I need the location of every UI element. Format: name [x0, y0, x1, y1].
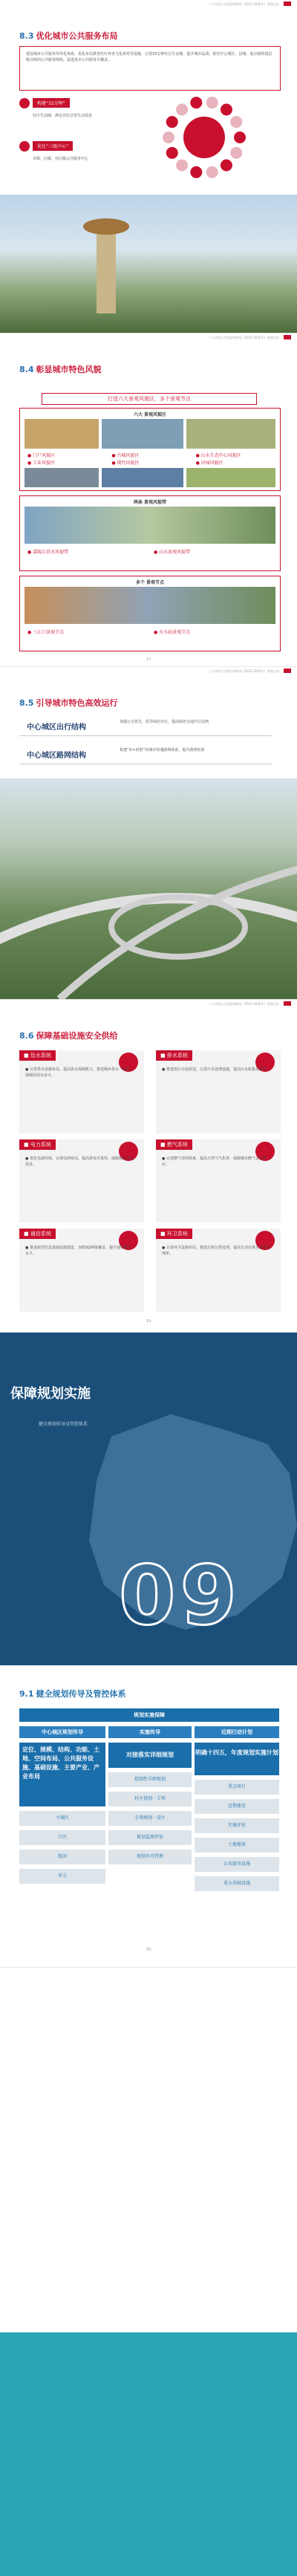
- infra-card: [156, 1139, 281, 1223]
- infra-card-title: ■ 燃气系统: [156, 1139, 192, 1150]
- zone-label: ● 山水生态中心风貌区: [195, 453, 241, 458]
- highway-ramp: [59, 868, 297, 999]
- infra-card-text: ● 推进新型信息基础设施建设，加快5G网络覆盖，提升通信服务水平。: [25, 1246, 132, 1256]
- header-tab: [284, 669, 291, 673]
- page-8-6: [0, 1000, 297, 1333]
- zone-nodes-box: 多个 景观节点 ● 三江口景观节点 ● 火车站景观节点: [19, 576, 281, 651]
- zone-label: ● 工业风貌区: [27, 461, 56, 466]
- section-heading: 9.1 健全规划传导及管控体系: [19, 1689, 126, 1699]
- table-column-header: 实施传导: [108, 1726, 192, 1738]
- running-header: 广元市国土空间总体规划（2021-2035年）· 规划文本: [0, 667, 297, 675]
- infra-card: [19, 1229, 144, 1312]
- zone-photo-3: [186, 419, 275, 449]
- service-node: [190, 97, 202, 108]
- infra-card: [156, 1229, 281, 1312]
- service-node: [230, 147, 242, 159]
- infra-card: [19, 1139, 144, 1223]
- table-cell: 村庄规划 · 专项: [108, 1792, 192, 1806]
- tag-three-centers: 优化“三级中心”: [33, 141, 73, 151]
- page-9-1: [0, 1665, 297, 1968]
- table-column-header: 近期行动计划: [195, 1726, 279, 1738]
- zone-photo-5: [102, 468, 183, 487]
- zone-photo-2: [102, 419, 183, 449]
- table-cell: 近期建设: [195, 1799, 279, 1814]
- table-cell: 实施评估: [195, 1818, 279, 1833]
- bicycle-icon: [19, 98, 30, 108]
- service-node: [206, 166, 218, 178]
- header-tab: [284, 335, 291, 339]
- zone-label: ● 门户风貌区: [27, 453, 56, 458]
- chapter-subtitle: 健全规划传导及管控体系: [39, 1422, 88, 1427]
- infra-card-text: ● 完善环卫设施布局，推进垃圾分类处理，提高生活垃圾无害化处理率。: [162, 1246, 270, 1256]
- infra-card-text: ● 完善供水设施布局，提高供水保障能力，推进城乡供水一体化，保障饮用水安全。: [25, 1067, 134, 1078]
- table-cell: 土地储备: [195, 1838, 279, 1853]
- infra-card-title: ■ 环卫系统: [156, 1229, 192, 1239]
- table-cell: 主城区: [19, 1811, 105, 1826]
- service-node: [221, 160, 232, 172]
- table-cell: 单元: [19, 1869, 105, 1884]
- service-node: [166, 147, 178, 159]
- zone-photo-1: [25, 419, 99, 449]
- running-header: 广元市国土空间总体规划（2021-2035年）· 规划文本: [0, 1000, 297, 1008]
- page-8-4: [0, 334, 297, 667]
- service-node: [190, 166, 202, 178]
- header-tab: [284, 1, 291, 6]
- table-column-header: 中心城区规划传导: [19, 1726, 105, 1738]
- running-header: 广元市国土空间总体规划（2021-2035年）· 规划文本: [0, 0, 297, 8]
- service-circle-diagram: [126, 93, 282, 182]
- table-cell: 重点项目: [195, 1780, 279, 1795]
- service-node: [176, 103, 188, 115]
- page-8-3: [0, 0, 297, 334]
- zone-label: ● 古城风貌区: [111, 453, 140, 458]
- circle-center: [183, 117, 225, 158]
- service-node: [163, 131, 174, 143]
- page-8-5: [0, 667, 297, 1000]
- infra-card: [19, 1050, 144, 1133]
- interchange-graphic: [0, 778, 297, 999]
- section-heading: 8.5 引导城市特色高效运行: [19, 698, 118, 708]
- zone-label: ● 现代风貌区: [111, 461, 140, 466]
- tag-15-min-text: 社区生活圈，满足居民日常生活需求: [33, 114, 93, 118]
- table-cell: 公共服务设施: [195, 1857, 279, 1872]
- intro-box: [19, 46, 281, 91]
- bottom-teal-band: [0, 2332, 297, 2576]
- table-cell: 控制性详细规划: [108, 1772, 192, 1787]
- intro-text: 建设城乡公共服务均等化体系，优化布局教育医疗养老文化体育等设施，完善15分钟社区生活圈，提升城市品质。依托中心城区、县城、重点镇构建层级分明的公共服务网络，促进基本公共服务全覆盖。: [26, 52, 272, 62]
- infra-card-title: ■ 给水系统: [19, 1050, 56, 1061]
- zone-label: ● 嘉陵江滨水风貌带: [27, 550, 69, 555]
- service-node: [206, 97, 218, 108]
- tower-photo: [0, 195, 297, 333]
- table-cell: 重大基础设施: [195, 1876, 279, 1891]
- travel-structure-row: 中心城区出行结构 加强公交优先，倡导绿色出行，提高绿色交通出行比例: [19, 718, 272, 736]
- node-photo: [25, 587, 275, 624]
- infra-card-title: ■ 排水系统: [156, 1050, 192, 1061]
- road-network-row: 中心城区路网结构 构建“环+放射”的城市快速路网体系，提升路网密度: [19, 746, 272, 764]
- service-node: [230, 116, 242, 128]
- table-cell: 组团: [19, 1850, 105, 1864]
- col3-main-cell: 明确十四五，年度规划实施计划: [195, 1743, 279, 1775]
- tag-15-min: 构建“15分钟”: [33, 98, 70, 108]
- page-number: 19: [146, 1319, 151, 1324]
- table-cell: 专项规划 · 设计: [108, 1811, 192, 1826]
- interchange-loop: [111, 897, 245, 957]
- infra-card-text: ● 优化电源结构，完善电网布局，提高供电可靠性，保障城市用电需求。: [25, 1157, 134, 1167]
- page-number: 20: [146, 1948, 151, 1952]
- feature-banner: 打造六大景观风貌区，多个景观节点: [42, 393, 257, 405]
- section-heading: 8.6 保障基础设施安全供给: [19, 1031, 118, 1041]
- header-tab: [284, 1001, 291, 1006]
- infra-card-text: ● 完善燃气管网体系，提高天然气气化率，保障城市燃气安全供应。: [162, 1157, 267, 1167]
- section-heading: 8.3 优化城市公共服务布局: [19, 31, 118, 41]
- zone-label: ● 田园风貌区: [195, 461, 223, 466]
- page-number: 17: [146, 657, 151, 662]
- service-node: [221, 103, 232, 115]
- zone-label: ● 山水景观风貌带: [154, 550, 191, 555]
- section-heading: 8.4 彰显城市特色风貌: [19, 365, 102, 374]
- running-header: 广元市国土空间总体规划（2021-2035年）· 规划文本: [0, 334, 297, 342]
- chapter-title: 保障规划实施: [10, 1386, 91, 1402]
- infra-card-title: ■ 通信系统: [19, 1229, 56, 1239]
- service-node: [166, 116, 178, 128]
- zone-two-box: 两条 景观风貌带 ● 嘉陵江滨水风貌带 ● 山水景观风貌带: [19, 495, 281, 571]
- table-cell: 规划许可管理: [108, 1850, 192, 1864]
- center-icon: [19, 141, 30, 152]
- tower-top: [83, 218, 129, 235]
- tower-shape: [97, 224, 116, 313]
- infra-card: [156, 1050, 281, 1133]
- service-node: [234, 131, 246, 143]
- infra-card-text: ● 推进雨污分流改造，完善污水处理设施，提高污水收集处理率。: [162, 1067, 270, 1072]
- zone-label: ● 三江口景观节点: [27, 630, 65, 635]
- tag-three-centers-text: 市级、区级、社区级公共服务中心: [33, 157, 89, 161]
- zone-label: ● 火车站景观节点: [154, 630, 191, 635]
- chapter-number: 09: [119, 1548, 242, 1643]
- zone-photo-4: [25, 468, 99, 487]
- chapter-cover: [0, 1333, 297, 1665]
- service-node: [176, 160, 188, 172]
- zone-six-box: 六大 景观风貌区 ● 门户风貌区 ● 古城风貌区 ● 山水生态中心风貌区 ● 工业风貌区 ● 现代风貌区 ● 田园风貌区: [19, 408, 281, 491]
- infra-card-title: ■ 电力系统: [19, 1139, 56, 1150]
- table-cell: 规划监测评估: [108, 1830, 192, 1845]
- table-cell: 片区: [19, 1830, 105, 1845]
- table-top-header: 规划实施保障: [19, 1708, 279, 1722]
- col2-main-cell: 对接落实详细规划: [108, 1743, 192, 1768]
- zone-photo-6: [186, 468, 275, 487]
- col1-main-cell: 定位、规模、结构、功能、土地、空间布局、公共服务设施、基础设施、主要产业、产业布局: [19, 1743, 105, 1806]
- interchange-photo: [0, 778, 297, 999]
- river-photo: [25, 507, 275, 544]
